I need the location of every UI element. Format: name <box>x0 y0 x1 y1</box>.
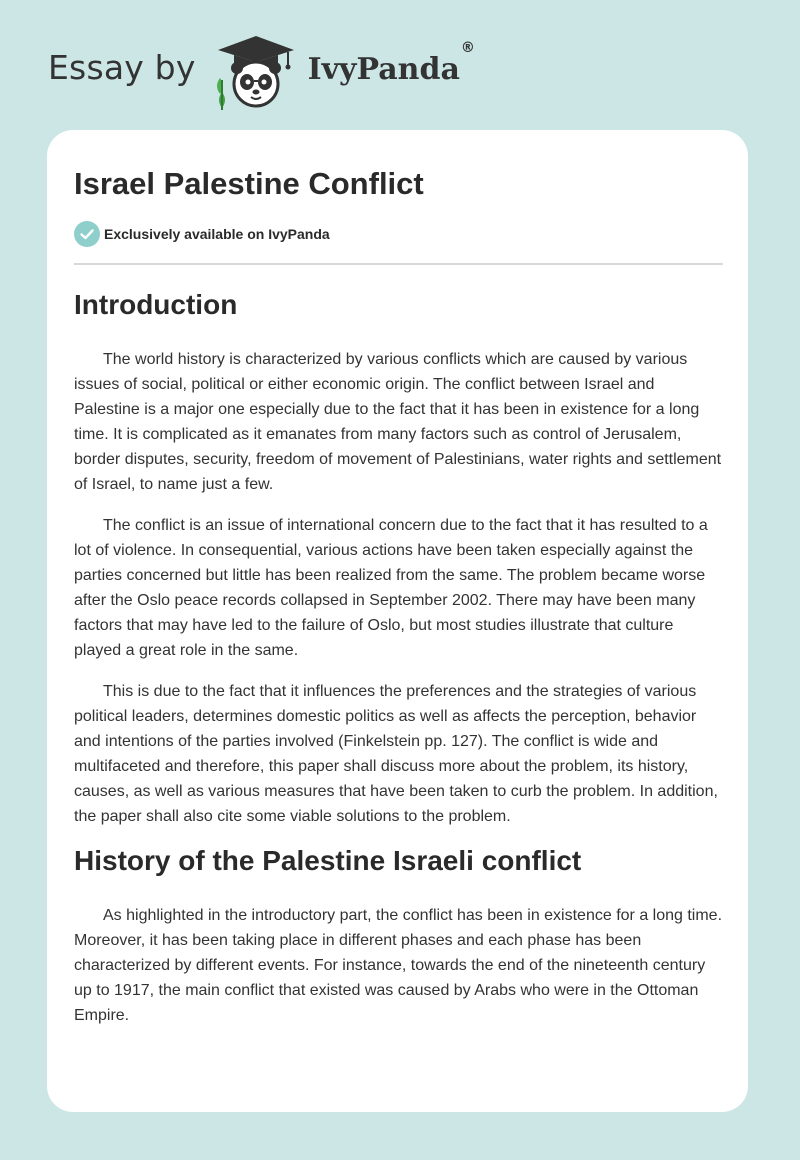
section-heading-introduction: Introduction <box>74 289 238 320</box>
section-heading-history: History of the Palestine Israeli conflict <box>74 845 582 876</box>
paragraph: As highlighted in the introductory part, the conflict has been in existence for a long time. Moreover, it has been taking place in different phases and each phase has been characterized by different events. For instance, towards the end of the nineteenth century up to 1917, the main conflict that existed was caused by Arabs who were in the Ottoman Empire. <box>74 907 723 1024</box>
check-circle-icon <box>74 221 100 247</box>
paragraph: This is due to the fact that it influences the preferences and the strategies of various political leaders, determines domestic politics as well as affects the perception, behavior and intentions of the parties involved (Finkelstein pp. 127). The conflict is wide and multifaceted and therefore, this paper shall discuss more about the problem, its history, causes, as well as various measures that have been taken to curb the problem. In addition, the paper shall also cite some viable solutions to the problem. <box>74 683 718 825</box>
brand-prefix: Essay by <box>48 47 196 87</box>
panda-logo-icon <box>210 30 302 110</box>
brand-header <box>48 30 475 110</box>
paragraph: The world history is characterized by various conflicts which are caused by various issues of social, political or either economic origin. The conflict between Israel and Palestine is a major one especially due to the fact that it has been in existence for a long time. It is complicated as it emanates from many factors such as control of Jerusalem, border disputes, security, freedom of movement of Palestinians, water rights and settlement of Israel, to name just a few. <box>74 351 722 493</box>
essay-content <box>74 130 723 1028</box>
page-title: Israel Palestine Conflict <box>74 166 424 201</box>
essay-card <box>47 130 748 1112</box>
exclusive-badge <box>74 221 723 247</box>
registered-mark: ® <box>460 39 475 56</box>
brand-name: IvyPanda® <box>307 39 475 87</box>
title-divider <box>74 263 723 265</box>
paragraph: The conflict is an issue of international concern due to the fact that it has resulted to a lot of violence. In consequential, various actions have been taken especially against the parties concerned but little has been realized from the same. The problem became worse after the Oslo peace records collapsed in September 2002. There may have been many factors that may have led to the failure of Oslo, but most studies illustrate that culture played a great role in the same. <box>74 517 708 659</box>
exclusive-badge-label: Exclusively available on IvyPanda <box>104 226 330 242</box>
